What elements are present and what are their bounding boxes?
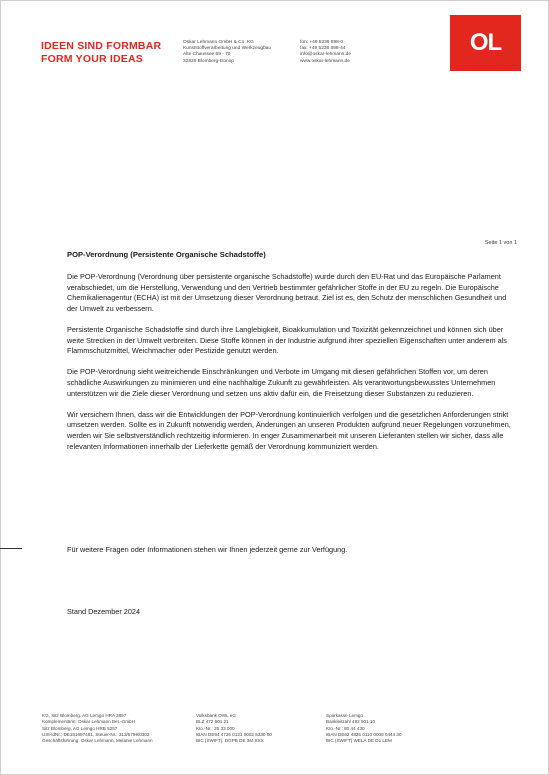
footer-bank-sparkasse (326, 713, 402, 744)
document-title: POP-Verordnung (Persistente Organische Schadstoffe) (67, 250, 266, 259)
footer-line: BLZ 472 601 21 (196, 719, 229, 725)
footer-line: Sitz Blomberg, AG Lemgo HRB 5257 (42, 725, 118, 731)
page-number: Seite 1 von 1 (484, 240, 517, 246)
closing-line: Für weitere Fragen oder Informationen stehen wir Ihnen jederzeit gerne zur Verfügung. (67, 545, 348, 554)
footer-company (42, 713, 153, 744)
email-link[interactable]: info@oskar-lehmann.de (300, 52, 351, 58)
slogan (41, 40, 161, 66)
footer-line: Kto.-Nr.: 80 44 430 (326, 725, 365, 731)
company-logo (450, 15, 521, 71)
footer-line: Sparkasse Lemgo (326, 713, 364, 718)
address-line: 32825 Blomberg-Donop (183, 58, 234, 64)
footer-line: Bankleitzahl 482 501 10 (326, 719, 376, 725)
logo-text: OL (469, 29, 502, 56)
document-body (67, 272, 514, 463)
website-link[interactable]: www.oskar-lehmann.de (300, 58, 350, 64)
footer-line: BIC (SWIFT): DGPB DE 3M XXX (196, 738, 264, 744)
address-line: Alte Chaussee 69 - 70 (183, 52, 231, 58)
slogan-line: FORM YOUR IDEAS (41, 53, 143, 65)
phone: fon: +49 5236 898-0 (300, 40, 344, 45)
footer-line: USt-IdNr.: DE151697491, Steuer-Nr.: 313/5799/0302 (42, 731, 150, 737)
footer-line: IBAN DE62 4825 0110 0008 0444 30 (326, 731, 402, 737)
paragraph: Die POP-Verordnung sieht weitreichende Einschränkungen und Verbote im Umgang mit diesen gefährlichen Stoffen vor, um deren schädliche Auswirkungen zu minimieren und eine nachhaltige Zukunft zu gewährleisten. Als verantwortungsbewusstes Unternehmen unterstützen wir die Ziele dieser Verordnung und setzen uns aktiv dafür ein, die Freisetzung dieser Substanzen zu reduzieren. (67, 367, 496, 398)
address-line: Oskar Lehmann GmbH & Co. KG (183, 40, 254, 45)
paragraph: Die POP-Verordnung (Verordnung über persistente organische Schadstoffe) wurde durch den EU-Rat und das Europäische Parlament verabschiedet, um die Herstellung, Verwendung und den Vertrieb bestimmter gefährlicher Stoffe in der EU zu regeln. Die Europäische Chemikalienagentur (ECHA) ist mit der Umsetzung dieser Verordnung betraut. Ziel ist es, den Schutz der menschlichen Gesundheit und der Umwelt zu verbessern. (67, 272, 507, 313)
footer-line: IBAN DE94 4726 0121 0002 5330 00 (196, 731, 272, 737)
slogan-line: IDEEN SIND FORMBAR (41, 40, 162, 52)
date-stand: Stand Dezember 2024 (67, 607, 141, 616)
paragraph: Persistente Organische Schadstoffe sind durch ihre Langlebigkeit, Bioakkumulation und Toxizität gekennzeichnet und können sich über weite Strecken in der Umwelt verbreiten. Diese Stoffe können in der Industrie aufgrund ihrer speziellen Eigenschaften unter anderem als Flammschutzmittel, Weichmacher oder Pestizide genutzt werden. (67, 324, 507, 356)
footer-line: KG, Sitz Blomberg, AG Lemgo HRA 3897 (42, 713, 127, 718)
footer-bank-volksbank (196, 713, 272, 744)
footer-line: Kto.-Nr.: 25 33 000 (196, 725, 235, 731)
footer-line: BIC (SWIFT) WELA DE D1 LEM (326, 738, 392, 744)
company-address (183, 40, 271, 65)
address-line: Kunststoffverarbeitung und Werkzeugbau (183, 46, 272, 52)
fax: fax: +49 5236 898-44 (300, 46, 346, 52)
footer-line: Volksbank OWL eG (196, 713, 236, 718)
company-contact (300, 40, 351, 65)
fold-mark (0, 548, 22, 549)
paragraph: Wir versichern Ihnen, dass wir die Entwicklungen der POP-Verordnung kontinuierlich verfolgen und die gesetzlichen Anforderungen strikt umsetzen werden. Sollte es in Zukunft notwendig werden, Änderungen an unseren Produkten aufgrund neuer Regelungen vorzunehmen, werden wir Sie selbstverständlich rechtzeitig informieren. In enger Zusammenarbeit mit unseren Lieferanten stellen wir sicher, dass alle relevanten Informationen innerhalb der Lieferkette gemäß der Verordnung kommuniziert werden. (67, 409, 511, 451)
footer-line: Komplementärin: Oskar Lehmann Bet.-GmbH (42, 719, 135, 725)
footer-line: Geschäftsführung: Oskar Lehmann, Melanie Lehmann (42, 738, 153, 744)
